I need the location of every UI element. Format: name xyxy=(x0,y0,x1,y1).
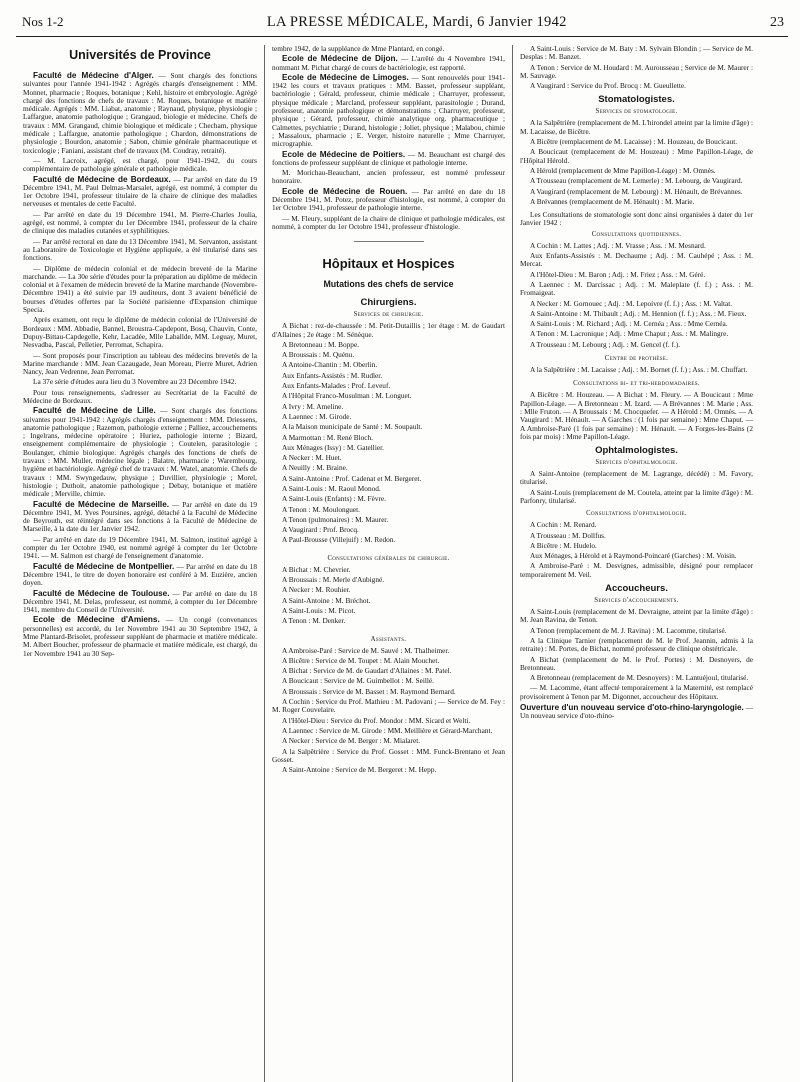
subsection-title-mutations: Mutations des chefs de service xyxy=(323,279,454,290)
list-item: A Trousseau : M. Dollfus. xyxy=(530,530,606,540)
article-rouen xyxy=(272,188,505,213)
sub-heading: Consultations d'ophtalmologie. xyxy=(586,510,687,518)
list-item: A Paul-Brousse (Villejuif) : M. Redon. xyxy=(282,535,396,545)
heading-ophtalmologistes: Ophtalmologistes. xyxy=(595,445,678,457)
list-item: A Saint-Antoine : M. Thibault ; Adj. : M. Hennion (f. f.) ; Ass. : M. Fieux. xyxy=(530,308,747,318)
list-item: A Tenon (pulmonaires) : M. Maurer. xyxy=(282,514,389,524)
assistants-list xyxy=(272,647,505,775)
article-para: — Par arrêté rectoral en date du 13 Décembre 1941, M. Servanton, assistant au Laboratoire de Toxicologie et Hygiène appliquée, a été titularisé dans ses fonctions. xyxy=(23,236,257,263)
article-body: — Sont chargés des fonctions suivantes pour 1941-1942 : Agrégés chargés d'enseignement : MM. Driessens, anatomie pathologique ; Razemon, pathologie externe ; Palliez, accouchements ; Ingelrans, médecine opératoire ; Huriez, pathologie interne ; Bizard, enseignement complémentaire de physiologie ; Coutelen, parasitologie ; Boulanger, chimie biologique. Agrégés chargés des fonctions de chefs de travaux : MM. Muller, médecine légale ; Balatre, pharmacie ; Warembourg, hygiène et bactériologie. Agrégé chef de travaux : M. Watel, anatomie. Chefs de travaux : MM. Swyngedauw, physique ; Duvillier, physiologie ; Morel, histologie ; Duthoit, anatomie pathologique ; Debay, botanique et matière médicale ; Merville, chimie. xyxy=(23,406,258,499)
list-item: A Trousseau (remplacement de M. Lemerle) : M. Lebourg, de Vaugirard. xyxy=(530,176,743,186)
list-item: A Vaugirard (remplacement de M. Lebourg) : M. Hénault, de Brévannes. xyxy=(530,186,743,196)
column-2 xyxy=(264,45,512,1082)
list-item: A Saint-Louis : M. Richard ; Adj. : M. Cernéa ; Ass. : Mme Cernéa. xyxy=(530,319,728,329)
article-head: Ecole de Médecine de Poitiers. xyxy=(282,149,406,159)
list-item: A Bicêtre (remplacement de M. Lacaisse) : M. Houzeau, de Boucicaut. xyxy=(530,137,738,147)
page-number: 23 xyxy=(770,15,784,30)
list-item: A la Salpêtrière : M. Lacaisse ; Adj. : M. Bornet (f. f.) ; Ass. : M. Chuffart. xyxy=(530,365,748,375)
list-item: A Tenon : M. Moulonguet. xyxy=(282,504,360,514)
sub-heading: Services de stomatologie. xyxy=(595,108,678,116)
list-item: A Saint-Louis : Service de M. Baty : M. Sylvain Blondin ; — Service de M. Desplas : M. Banzet. xyxy=(520,45,753,62)
list-item: A Saint-Louis (remplacement de M. Devraigne, atteint par la limite d'âge) : M. Jean Ravina, de Tenon. xyxy=(520,607,753,625)
list-item: A Saint-Louis (Enfants) : M. Fèvre. xyxy=(282,494,386,504)
article-head: Faculté de Médecine d'Alger. xyxy=(33,71,154,80)
article-para: — Par arrêté en date du 19 Décembre 1941, M. Salmon, institué agrégé à compter du 1er Octobre 1940, est nommé agrégé à compter du 1er Octobre 1941. — M. Salmon est chargé de l'enseignement d'anatomie. xyxy=(23,534,257,561)
list-item: A Bretonneau (remplacement de M. Desnoyers) : M. Lantuéjoul, titularisé. xyxy=(530,673,749,683)
list-item: A Tenon : Service de M. Houdard : M. Aurousseau ; Service de M. Maurer : M. Sauvage. xyxy=(520,62,753,80)
chir-list xyxy=(272,322,505,545)
list-item: A Tenon : M. Lacronique ; Adj. : Mme Chaput ; Ass. : M. Malingre. xyxy=(530,329,729,339)
list-item: A Broussais : M. Quénu. xyxy=(282,350,355,360)
article-para: — Sont proposés pour l'inscription au tableau des médecins brevetés de la Marine marchande : MM. Jean Cazaugade, Jean Moreau, Pierre Muret, Adrien Nancy, Jean Vedrenne, Jean Perromat. xyxy=(23,350,257,377)
sub-heading: Centre de prothèse. xyxy=(604,355,669,363)
list-item: A Necker : Service de M. Berger : M. Mialaret. xyxy=(282,736,421,746)
article-amiens xyxy=(23,616,257,657)
list-item: Aux Ménages, à Hérold et à Raymond-Poincaré (Garches) : M. Voisin. xyxy=(530,551,737,561)
article-body: — Sont chargés des fonctions suivantes pour l'année 1941-1942 : Agrégés chargés d'enseignement : MM. Monnet, pharmacie ; Roques, botanique ; Kehl, histoire et embryologie. Agrégé chargé des fonctions de chefs de travaux : M. Roques, botanique et matière médicale. Agrégés : MM. Liabat, anatomie ; Raynaud, physique, physiologie ; Laffargue, anatomie pathologique ; Grangaud, biologie et médecine. Chefs de travaux : MM. Grangaud, chimie biologique et médicale ; Checham, physique médicale ; Laffargue, anatomie pathologique ; Chardon, démonstrations de physiologie ; Bourdon, anatomie ; Sabon, chimie générale pharmaceutique et toxicologie ; Faniani, assistant chef de travaux (M. Coudray, retraité). xyxy=(23,71,257,155)
article-para: Après examen, ont reçu le diplôme de médecin colonial de l'Université de Bordeaux : MM. Abbadie, Bannel, Broustra-Capdepont, Bosq, Chauvin, Conte, Dupuy-Bittau-Capdegelle, Kehr, Lacadée, Mlle Laballde, MM. Leguay, Muret, Nesvadba, Pascal, Pelletier, Perromat, Schapira. xyxy=(23,315,257,350)
article-body: — Par arrêté en date du 18 Décembre 1941, le titre de doyen honoraire est conféré à M. Euzière, ancien doyen. xyxy=(23,561,257,588)
article-para: A Bicêtre : M. Houzeau. — A Bichat : M. Fleury. — A Boucicaut : Mme Papillon-Léage. — A Bretonneau : M. Izard. — A Brévannes : M. Marie ; Ass. : Mlle Fruton. — A Broussais : M. Chocquefer. — A Hérold : M. Omnès. — A Vaugirard : M. Hénault. — A Garches : (1 fois par semaine) : Mme Chaput. — A Ambroise-Paré (1 fois par semaine) : M. Hénault. — A Forges-les-Bains (2 fois par mois) : Mme Papillon-Léage. xyxy=(520,390,753,441)
list-item: Aux Enfants-Assistés : M. Rudler. xyxy=(282,370,383,380)
article-marseille xyxy=(23,501,257,534)
article-body: — L'arrêté du 4 Novembre 1941, nommant M. Pichat chargé de cours de bactériologie, est rapporté. xyxy=(272,54,505,72)
list-item: A l'Hôpital Franco-Musulman : M. Longuet. xyxy=(282,391,412,401)
article-body: — Par arrêté en date du 18 Décembre 1941, M. Delas, professeur, est nommé, à compter du 1er Décembre 1941, membre du Conseil de l'Université. xyxy=(23,588,257,615)
list-item: A Saint-Antoine : Service de M. Bergeret : M. Hepp. xyxy=(282,765,437,775)
masthead: LA PRESSE MÉDICALE, Mardi, 6 Janvier 1942 xyxy=(266,14,567,30)
list-item: A Saint-Louis : M. Picot. xyxy=(282,605,356,615)
list-item: A la Clinique Tarnier (remplacement de M. le Prof. Jeannin, admis à la retraite) : M. Portes, de Bichat, nommé professeur de clinique obstétricale. xyxy=(520,635,753,654)
stomato-list xyxy=(520,119,753,206)
article-poitiers xyxy=(272,151,505,168)
article-body: — Un congé (convenances personnelles) est accordé, du 1er Novembre 1941 au 30 Septembre 1942, à Mme Plantard-Brisolet, professeur suppléant de pharmacie et matière médicale. M. Albert Boucher, professeur de pharmacie et matière médicale, est chargé, du 1er Novembre 1941 au 30 Sep- xyxy=(23,615,257,658)
list-item: Aux Enfants-Assistés : M. Dechaume ; Adj. : M. Cauhépé ; Ass. : M. Mercat. xyxy=(520,251,753,269)
sub-heading: Consultations quotidiennes. xyxy=(591,230,682,238)
list-item: A Necker : M. Gornouec ; Adj. : M. Lepoivre (f. f.) ; Ass. : M. Valtat. xyxy=(530,298,733,308)
list-item: A Laennec : M. Darcissac ; Adj. : M. Maleplate (f. f.) ; Ass. : M. Fromaigeat. xyxy=(520,279,753,298)
list-item: A Bichat : Service de M. de Gaudart d'Allaines : M. Patel. xyxy=(282,666,452,676)
article-head: Ecole de Médecine de Limoges. xyxy=(282,72,409,82)
article-para: — M. Lacroix, agrégé, est chargé, pour 1941-1942, du cours complémentaire de pathologie générale et pathologie médicale. xyxy=(23,155,257,174)
list-item: A Cochin : M. Renard. xyxy=(530,520,597,530)
heading-accoucheurs: Accoucheurs. xyxy=(605,583,668,595)
list-item: A Boucicaut (remplacement de M. Houzeau) : Mme Papillon-Léage, de l'Hôpital Hérold. xyxy=(520,147,753,165)
list-item: A Bicêtre : M. Hudelo. xyxy=(530,540,597,550)
consult-list xyxy=(272,566,505,626)
list-item: A Bretonneau : M. Boppe. xyxy=(282,339,360,349)
article-limoges xyxy=(272,74,505,149)
list-item: A Ivry : M. Ameline. xyxy=(282,401,344,411)
heading-chirurgiens: Chirurgiens. xyxy=(360,297,417,309)
list-item: A Trousseau : M. Lebourg ; Adj. : M. Gencel (f. f.). xyxy=(530,339,681,349)
list-item: A Necker : M. Huet. xyxy=(282,453,342,463)
article-head: Ecole de Médecine de Rouen. xyxy=(282,186,408,196)
sub-heading: Services d'accouchements. xyxy=(594,597,679,605)
list-item: A Hérold (remplacement de Mme Papillon-Léage) : M. Omnès. xyxy=(530,165,716,175)
article-alger xyxy=(23,72,257,155)
sub-heading: Consultations générales de chirurgie. xyxy=(327,554,450,562)
article-body: — Par arrêté en date du 18 Décembre 1941, M. Potez, professeur d'histologie, est nommé, à compter du 1er Octobre 1941, professeur de pathologie interne. xyxy=(272,186,505,213)
list-item: A la Maison municipale de Santé : M. Soupault. xyxy=(282,422,423,432)
article-head: Faculté de Médecine de Montpellier. xyxy=(33,561,175,571)
article-head: Faculté de Médecine de Toulouse. xyxy=(33,588,170,598)
list-item: A Saint-Louis : M. Raoul Monod. xyxy=(282,483,381,493)
list-item: Aux Enfants-Malades : Prof. Leveuf. xyxy=(282,381,391,391)
list-item: A Bichat : M. Chevrier. xyxy=(282,564,351,574)
sub-heading: Assistants. xyxy=(370,635,407,643)
article-head: Faculté de Médecine de Lille. xyxy=(33,406,156,416)
list-item: — M. Lacomme, étant affecté temporairement à la Maternité, est remplacé provisoirement à Tenon par M. Digonnet, accoucheur des Hôpitaux. xyxy=(520,683,753,701)
list-item: A Vaugirard : Service du Prof. Brocq : M. Gueullette. xyxy=(530,81,686,91)
issue-number: Nos 1-2 xyxy=(22,14,64,29)
article-para: — M. Fleury, suppléant de la chaire de clinique et pathologie médicales, est nommé, à compter du 1er Octobre 1941, professeur d'histologie. xyxy=(272,213,505,231)
page-header xyxy=(16,14,788,37)
list-item: A l'Hôtel-Dieu : Service du Prof. Mondor : MM. Sicard et Welti. xyxy=(282,715,471,725)
list-item: A Marmottan : M. René Bloch. xyxy=(282,432,373,442)
list-item: A Tenon (remplacement de M. J. Ravina) : M. Lacomme, titularisé. xyxy=(530,625,727,635)
list-item: A la Salpêtrière : Service du Prof. Gosset : MM. Funck-Brentano et Jean Gosset. xyxy=(272,746,505,764)
assistants-cont-list xyxy=(520,45,753,90)
list-item: A Broussais : Service de M. Basset : M. Raymond Bernard. xyxy=(282,686,456,696)
column-3 xyxy=(512,45,760,1082)
list-item: A la Salpêtrière (remplacement de M. L'hirondel atteint par la limite d'âge) : M. Lacaisse, de Bicêtre. xyxy=(520,118,753,136)
list-item: A Bichat : rez-de-chaussée : M. Petit-Dutaillis ; 1er étage : M. de Gaudart d'Allaines ; 2e étage : M. Sénèque. xyxy=(272,321,505,339)
article-montpellier xyxy=(23,563,257,588)
article-para: Pour tous renseignements, s'adresser au Secrétariat de la Faculté de Médecine de Bordeaux. xyxy=(23,387,257,405)
list-item: A Broussais : M. Merle d'Aubigné. xyxy=(282,575,385,585)
list-item: A Cochin : M. Lattes ; Adj. : M. Vrasse ; Ass. : M. Mesnard. xyxy=(530,240,706,250)
article-body: — Par arrêté en date du 19 Décembre 1941, M. Paul Delmas-Marsalet, agrégé, est nommé, à compter du 1er Octobre 1941, professeur titulaire de la chaire de clinique des maladies nerveuses et mentales de cette Faculté. xyxy=(23,174,257,209)
list-item: A Necker : M. Rouhier. xyxy=(282,585,351,595)
heading-stomatologistes: Stomatologistes. xyxy=(598,94,675,106)
list-item: A Antoine-Chantin : M. Oberlin. xyxy=(282,360,378,370)
article-head: Faculté de Médecine de Bordeaux. xyxy=(33,174,171,184)
article-orl xyxy=(520,704,753,721)
article-para: — Diplôme de médecin colonial et de médecin breveté de la Marine marchande. — La 30e série d'études pour la préparation au diplôme de médecin colonial et à l'examen de médecin breveté de la Marine marchande (Novembre-Décembre 1941) a été suivie par 19 auditeurs, dont 3 avaient bénéficié de bourses d'études offertes par la Société parisienne d'Expansion chimique Specia. xyxy=(23,263,257,315)
article-head: Faculté de Médecine de Marseille. xyxy=(33,499,170,509)
sub-heading: Services de chirurgie. xyxy=(353,311,424,319)
ophtalmo-list xyxy=(520,470,753,505)
list-item: A Laennec : M. Girode. xyxy=(282,411,352,421)
list-item: A Ambroise-Paré : M. Desvignes, admissible, désigné pour remplacer temporairement M. Veil. xyxy=(520,561,753,579)
quot-list xyxy=(520,242,753,349)
columns xyxy=(16,45,788,1082)
list-item: A Neuilly : M. Braine. xyxy=(282,463,348,473)
article-body: — Sont renouvelés pour 1941-1942 les cours et travaux pratiques : MM. Basset, professeur suppléant, bactériologie ; Gérald, professeur, chimie médicale ; Charruyer, professeur, physique médicale ; Marcland, professeur suppléant, parasitologie ; Durand, professeur, anatomie pathologique et démonstrations ; Charruyer, professeur, physique ; Gérard, professeur, chimie analytique org. pharmaceutique ; Calmettes, psychiatrie ; Durand, histologie ; Joliet, physique ; Malabou, chimie ; Massaloux, pharmacie ; E. Verger, histoire naturelle ; Mme Charruyer, micrographie. xyxy=(272,72,505,149)
article-para: M. Morichau-Beauchant, ancien professeur, est nommé professeur honoraire. xyxy=(272,168,505,186)
section-title-hopitaux: Hôpitaux et Hospices xyxy=(322,256,455,272)
sub-heading: Services d'ophtalmologie. xyxy=(595,459,678,467)
list-item: A Ambroise-Paré : Service de M. Sauvé : M. Thalheimer. xyxy=(282,645,450,655)
article-body: — Par arrêté en date du 19 Décembre 1941, M. Yves Poursines, agrégé, détaché à la Faculté de Médecine de Beyrouth, est réintégré dans ses fonctions à la Faculté de Médecine de Marseille, à la date du 1er Janvier 1942. xyxy=(23,499,257,534)
article-para: tembre 1942, de la suppléance de Mme Plantard, en congé. xyxy=(272,45,445,53)
list-item: A Saint-Antoine : Prof. Cadenat et M. Bergeret. xyxy=(282,473,422,483)
consult-ophtalmo-list xyxy=(520,521,753,579)
article-para: Les Consultations de stomatologie sont donc ainsi organisées à dater du 1er Janvier 1942 : xyxy=(520,210,753,228)
article-para: — Par arrêté en date du 19 Décembre 1941, M. Pierre-Charles Joulia, agrégé, est nommé, à compter du 1er Décembre 1941, professeur de la chaire de clinique des maladies cutanées et syphilitiques. xyxy=(23,209,257,236)
list-item: A Saint-Antoine : M. Bréchot. xyxy=(282,595,371,605)
list-item: A Tenon : M. Denker. xyxy=(282,616,346,626)
list-item: A Bicêtre : Service de M. Toupet : M. Alain Mouchet. xyxy=(282,655,440,665)
list-item: A Brévannes (remplacement de M. Hénault) : M. Marie. xyxy=(530,196,695,206)
list-item: Aux Ménages (Issy) : M. Gatellier. xyxy=(282,442,384,452)
column-1 xyxy=(16,45,264,1082)
list-item: A Laennec : Service de M. Girode : MM. Meillière et Gérard-Marchant. xyxy=(282,725,493,735)
article-para: La 37e série d'études aura lieu du 3 Novembre au 23 Décembre 1942. xyxy=(33,377,237,387)
list-item: A Saint-Louis (remplacement de M. Coutela, atteint par la limite d'âge) : M. Parfonry, titularisé. xyxy=(520,487,753,505)
section-title-universites: Universités de Province xyxy=(69,48,211,62)
accoucheurs-list xyxy=(520,608,753,701)
article-lille xyxy=(23,407,257,498)
article-bordeaux xyxy=(23,176,257,209)
article-dijon xyxy=(272,55,505,72)
list-item: A Cochin : Service du Prof. Mathieu : M. Padovani ; — Service de M. Fey : M. Roger Couvelaire. xyxy=(272,697,505,715)
list-item: A l'Hôtel-Dieu : M. Baron ; Adj. : M. Friez ; Ass. : M. Géré. xyxy=(530,269,706,279)
list-item: A Saint-Antoine (remplacement de M. Lagrange, décédé) : M. Favory, titularisé. xyxy=(520,469,753,487)
article-body: — M. Beauchant est chargé des fonctions de professeur suppléant de clinique et pathologie interne. xyxy=(272,149,506,167)
article-head: Ouverture d'un nouveau service d'oto-rhino-laryngologie. xyxy=(520,703,744,713)
article-body: — Un nouveau service d'oto-rhino- xyxy=(520,703,753,721)
article-toulouse xyxy=(23,590,257,615)
list-item: A Bichat (remplacement de M. le Prof. Portes) : M. Desnoyers, de Bretonneau. xyxy=(520,654,753,672)
sub-heading: Consultations bi- et tri-hebdomadaires. xyxy=(573,380,700,388)
article-head: Ecole de Médecine d'Amiens. xyxy=(33,615,160,625)
list-item: A Boucicaut : Service de M. Guimbellot : M. Seillé. xyxy=(282,676,434,686)
list-item: A Vaugirard : Prof. Brocq. xyxy=(282,525,359,535)
article-head: Ecole de Médecine de Dijon. xyxy=(282,54,398,64)
section-divider xyxy=(354,241,424,242)
